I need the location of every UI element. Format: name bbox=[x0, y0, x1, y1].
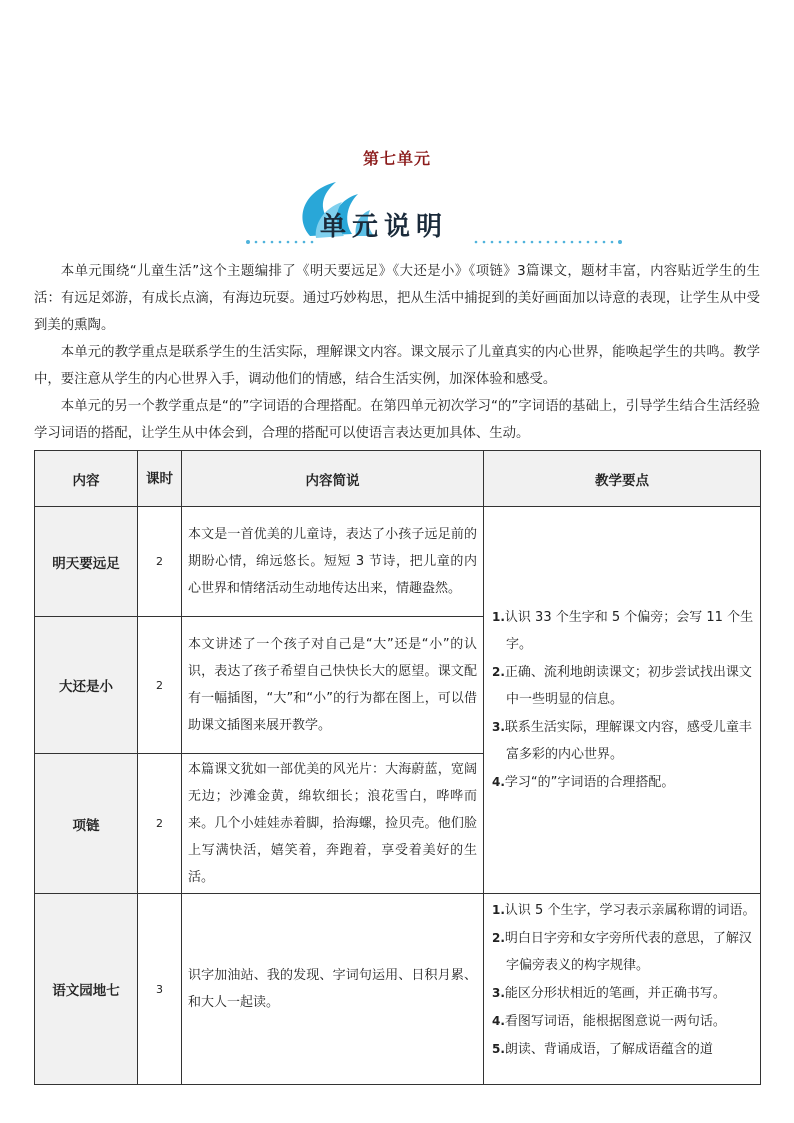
lesson-summary: 本文是一首优美的儿童诗，表达了小孩子远足前的期盼心情，绵远悠长。短短 3 节诗，把儿童的内心世界和情绪活动生动地传达出来，情趣盎然。 bbox=[182, 507, 484, 617]
key-points-list bbox=[492, 604, 756, 796]
header-hours: 课时 bbox=[138, 451, 182, 507]
list-item: 3.能区分形状相近的笔画，并正确书写。 bbox=[492, 986, 726, 1001]
lesson-hours: 2 bbox=[138, 617, 182, 754]
intro-paragraph: 本单元的教学重点是联系学生的生活实际，理解课文内容。课文展示了儿童真实的内心世界，能唤起学生的共鸣。教学中，要注意从学生的内心世界入手，调动他们的情感，结合生活实例，加深体验和感受。 bbox=[34, 345, 760, 387]
list-item: 4.看图写词语，能根据图意说一两句话。 bbox=[492, 1014, 726, 1029]
lesson-hours: 2 bbox=[138, 754, 182, 894]
lesson-summary: 识字加油站、我的发现、字词句运用、日积月累、和大人一起读。 bbox=[182, 894, 484, 1085]
table-header-row bbox=[35, 451, 761, 507]
intro-paragraph: 本单元的另一个教学重点是“的”字词语的合理搭配。在第四单元初次学习“的”字词语的基础上，引导学生结合生活经验学习词语的搭配，让学生从中体会到，合理的搭配可以使语言表达更加具体、生动。 bbox=[34, 399, 760, 441]
lesson-summary: 本文讲述了一个孩子对自己是“大”还是“小”的认识，表达了孩子希望自己快快长大的愿望。课文配有一幅插图，“大”和“小”的行为都在图上，可以借助课文插图来展开教学。 bbox=[182, 617, 484, 754]
header-content: 内容 bbox=[35, 451, 138, 507]
list-item: 5.朗读、背诵成语，了解成语蕴含的道 bbox=[492, 1042, 713, 1057]
key-points-cell bbox=[484, 507, 761, 894]
intro-paragraph: 本单元围绕“儿童生活”这个主题编排了《明天要远足》《大还是小》《项链》3篇课文，题材丰富，内容贴近学生的生活：有远足郊游，有成长点滴，有海边玩耍。通过巧妙构思，把从生活中捕捉到的美好画面加以诗意的表现，让学生从中受到美的熏陶。 bbox=[34, 264, 760, 333]
header-summary: 内容简说 bbox=[182, 451, 484, 507]
unit-title: 第七单元 bbox=[362, 149, 431, 168]
banner-title: 单元说明 bbox=[320, 212, 449, 242]
lesson-hours: 3 bbox=[138, 894, 182, 1085]
list-item: 4.学习“的”字词语的合理搭配。 bbox=[492, 775, 675, 790]
table-row bbox=[35, 894, 761, 1085]
lesson-plan-table bbox=[34, 450, 761, 1085]
key-points-cell bbox=[484, 894, 761, 1085]
list-item: 1.认识 33 个生字和 5 个偏旁；会写 11 个生字。 bbox=[492, 610, 754, 652]
key-points-list bbox=[492, 897, 756, 1063]
lesson-hours: 2 bbox=[138, 507, 182, 617]
lesson-name: 明天要远足 bbox=[35, 507, 138, 617]
lesson-name: 项链 bbox=[35, 754, 138, 894]
table-row bbox=[35, 507, 761, 617]
lesson-summary: 本篇课文犹如一部优美的风光片：大海蔚蓝，宽阔无边；沙滩金黄，绵软细长；浪花雪白，哗哗而来。几个小娃娃赤着脚，拾海螺，捡贝壳。他们脸上写满快活，嬉笑着，奔跑着，享受着美好的生活。 bbox=[182, 754, 484, 894]
list-item: 1.认识 5 个生字，学习表示亲属称谓的词语。 bbox=[492, 903, 756, 918]
list-item: 2.明白日字旁和女字旁所代表的意思，了解汉字偏旁表义的构字规律。 bbox=[492, 931, 752, 973]
lesson-name: 大还是小 bbox=[35, 617, 138, 754]
header-key-points: 教学要点 bbox=[484, 451, 761, 507]
lesson-name: 语文园地七 bbox=[35, 894, 138, 1085]
list-item: 2.正确、流利地朗读课文；初步尝试找出课文中一些明显的信息。 bbox=[492, 665, 752, 707]
intro-text bbox=[34, 258, 760, 447]
list-item: 3.联系生活实际，理解课文内容，感受儿童丰富多彩的内心世界。 bbox=[492, 720, 752, 762]
